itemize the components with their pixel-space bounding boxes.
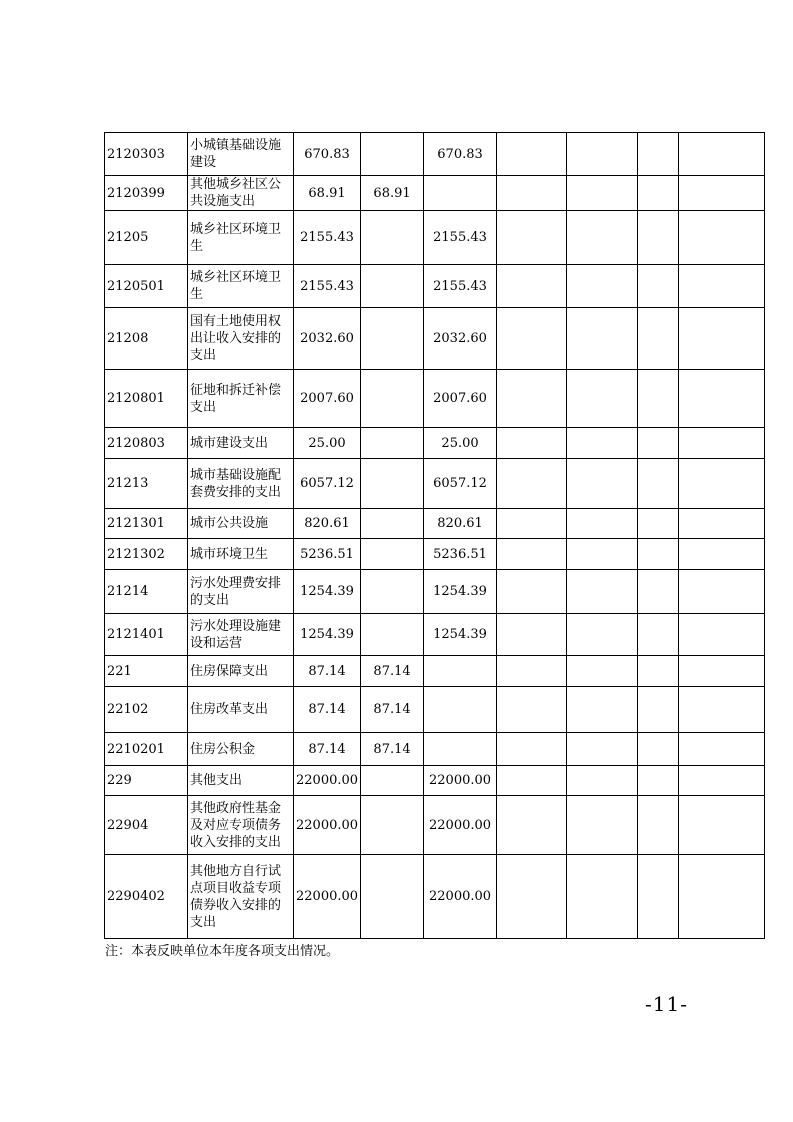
table-row	[105, 539, 765, 570]
empty-cell	[567, 733, 638, 766]
empty-cell	[679, 308, 765, 370]
basic-expenditure-cell	[361, 766, 424, 796]
empty-cell	[679, 509, 765, 539]
empty-cell	[497, 509, 567, 539]
empty-cell	[638, 265, 679, 308]
total-amount-cell: 6057.12	[294, 459, 361, 509]
subject-name-cell: 其他地方自行试点项目收益专项债券收入安排的支出	[188, 855, 294, 939]
project-expenditure-cell: 1254.39	[424, 570, 497, 614]
basic-expenditure-cell	[361, 428, 424, 459]
expenditure-table	[104, 132, 765, 939]
subject-name-cell: 住房改革支出	[188, 687, 294, 733]
total-amount-cell: 820.61	[294, 509, 361, 539]
project-expenditure-cell: 670.83	[424, 133, 497, 176]
empty-cell	[679, 459, 765, 509]
basic-expenditure-cell	[361, 211, 424, 265]
empty-cell	[567, 766, 638, 796]
empty-cell	[679, 733, 765, 766]
subject-name-cell: 污水处理费安排的支出	[188, 570, 294, 614]
subject-name-cell: 城市基础设施配套费安排的支出	[188, 459, 294, 509]
empty-cell	[497, 211, 567, 265]
empty-cell	[567, 796, 638, 855]
empty-cell	[638, 211, 679, 265]
empty-cell	[567, 211, 638, 265]
empty-cell	[679, 211, 765, 265]
subject-code-cell: 22904	[105, 796, 188, 855]
project-expenditure-cell: 25.00	[424, 428, 497, 459]
empty-cell	[679, 687, 765, 733]
table-row	[105, 509, 765, 539]
empty-cell	[679, 370, 765, 428]
subject-name-cell: 城乡社区环境卫生	[188, 211, 294, 265]
total-amount-cell: 670.83	[294, 133, 361, 176]
project-expenditure-cell	[424, 733, 497, 766]
project-expenditure-cell: 2155.43	[424, 265, 497, 308]
empty-cell	[567, 509, 638, 539]
table-row	[105, 265, 765, 308]
empty-cell	[638, 796, 679, 855]
table-row	[105, 428, 765, 459]
empty-cell	[497, 656, 567, 687]
empty-cell	[638, 428, 679, 459]
total-amount-cell: 87.14	[294, 656, 361, 687]
empty-cell	[567, 265, 638, 308]
empty-cell	[567, 176, 638, 211]
project-expenditure-cell	[424, 176, 497, 211]
total-amount-cell: 1254.39	[294, 570, 361, 614]
subject-name-cell: 住房保障支出	[188, 656, 294, 687]
subject-name-cell: 其他城乡社区公共设施支出	[188, 176, 294, 211]
subject-name-cell: 国有土地使用权出让收入安排的支出	[188, 308, 294, 370]
subject-code-cell: 2120803	[105, 428, 188, 459]
subject-name-cell: 其他政府性基金及对应专项债务收入安排的支出	[188, 796, 294, 855]
table-row	[105, 855, 765, 939]
empty-cell	[497, 687, 567, 733]
empty-cell	[679, 796, 765, 855]
empty-cell	[638, 370, 679, 428]
empty-cell	[638, 133, 679, 176]
table-row	[105, 614, 765, 656]
empty-cell	[638, 656, 679, 687]
table-row	[105, 176, 765, 211]
basic-expenditure-cell: 87.14	[361, 687, 424, 733]
subject-name-cell: 城市建设支出	[188, 428, 294, 459]
total-amount-cell: 68.91	[294, 176, 361, 211]
subject-code-cell: 2120501	[105, 265, 188, 308]
empty-cell	[567, 539, 638, 570]
empty-cell	[638, 766, 679, 796]
subject-code-cell: 21205	[105, 211, 188, 265]
total-amount-cell: 1254.39	[294, 614, 361, 656]
empty-cell	[567, 656, 638, 687]
project-expenditure-cell: 22000.00	[424, 855, 497, 939]
table-row	[105, 570, 765, 614]
empty-cell	[497, 176, 567, 211]
basic-expenditure-cell	[361, 855, 424, 939]
empty-cell	[638, 855, 679, 939]
subject-name-cell: 征地和拆迁补偿支出	[188, 370, 294, 428]
total-amount-cell: 87.14	[294, 687, 361, 733]
project-expenditure-cell: 820.61	[424, 509, 497, 539]
table-row	[105, 687, 765, 733]
subject-code-cell: 2290402	[105, 855, 188, 939]
subject-code-cell: 21213	[105, 459, 188, 509]
page-number: -11-	[645, 992, 688, 1016]
subject-code-cell: 2121401	[105, 614, 188, 656]
empty-cell	[497, 733, 567, 766]
basic-expenditure-cell	[361, 796, 424, 855]
subject-name-cell: 污水处理设施建设和运营	[188, 614, 294, 656]
total-amount-cell: 5236.51	[294, 539, 361, 570]
empty-cell	[567, 855, 638, 939]
subject-code-cell: 2120303	[105, 133, 188, 176]
empty-cell	[497, 855, 567, 939]
total-amount-cell: 22000.00	[294, 796, 361, 855]
basic-expenditure-cell	[361, 570, 424, 614]
empty-cell	[638, 614, 679, 656]
empty-cell	[567, 570, 638, 614]
total-amount-cell: 22000.00	[294, 766, 361, 796]
empty-cell	[497, 539, 567, 570]
empty-cell	[679, 265, 765, 308]
basic-expenditure-cell	[361, 539, 424, 570]
project-expenditure-cell: 22000.00	[424, 796, 497, 855]
empty-cell	[679, 766, 765, 796]
project-expenditure-cell: 2007.60	[424, 370, 497, 428]
basic-expenditure-cell: 87.14	[361, 733, 424, 766]
empty-cell	[679, 539, 765, 570]
subject-name-cell: 小城镇基础设施建设	[188, 133, 294, 176]
table-row	[105, 211, 765, 265]
empty-cell	[638, 308, 679, 370]
project-expenditure-cell: 1254.39	[424, 614, 497, 656]
empty-cell	[638, 539, 679, 570]
subject-name-cell: 城市公共设施	[188, 509, 294, 539]
subject-code-cell: 2120801	[105, 370, 188, 428]
project-expenditure-cell: 2032.60	[424, 308, 497, 370]
table-note: 注：本表反映单位本年度各项支出情况。	[105, 944, 340, 959]
basic-expenditure-cell	[361, 133, 424, 176]
empty-cell	[567, 308, 638, 370]
total-amount-cell: 2032.60	[294, 308, 361, 370]
subject-name-cell: 城市环境卫生	[188, 539, 294, 570]
table-row	[105, 733, 765, 766]
table-row	[105, 459, 765, 509]
subject-code-cell: 21214	[105, 570, 188, 614]
empty-cell	[638, 176, 679, 211]
empty-cell	[497, 265, 567, 308]
table-row	[105, 766, 765, 796]
empty-cell	[679, 428, 765, 459]
empty-cell	[638, 459, 679, 509]
empty-cell	[638, 733, 679, 766]
empty-cell	[497, 428, 567, 459]
total-amount-cell: 2155.43	[294, 211, 361, 265]
total-amount-cell: 22000.00	[294, 855, 361, 939]
project-expenditure-cell: 2155.43	[424, 211, 497, 265]
project-expenditure-cell: 6057.12	[424, 459, 497, 509]
subject-name-cell: 城乡社区环境卫生	[188, 265, 294, 308]
empty-cell	[497, 796, 567, 855]
subject-code-cell: 22102	[105, 687, 188, 733]
empty-cell	[497, 570, 567, 614]
subject-name-cell: 其他支出	[188, 766, 294, 796]
table-row	[105, 133, 765, 176]
project-expenditure-cell	[424, 687, 497, 733]
empty-cell	[679, 570, 765, 614]
project-expenditure-cell: 22000.00	[424, 766, 497, 796]
project-expenditure-cell: 5236.51	[424, 539, 497, 570]
empty-cell	[497, 308, 567, 370]
project-expenditure-cell	[424, 656, 497, 687]
table-row	[105, 370, 765, 428]
empty-cell	[567, 614, 638, 656]
basic-expenditure-cell	[361, 308, 424, 370]
subject-code-cell: 229	[105, 766, 188, 796]
empty-cell	[638, 509, 679, 539]
subject-name-cell: 住房公积金	[188, 733, 294, 766]
subject-code-cell: 2120399	[105, 176, 188, 211]
empty-cell	[497, 133, 567, 176]
basic-expenditure-cell	[361, 370, 424, 428]
empty-cell	[638, 687, 679, 733]
empty-cell	[638, 570, 679, 614]
empty-cell	[679, 855, 765, 939]
table-row	[105, 308, 765, 370]
empty-cell	[567, 459, 638, 509]
total-amount-cell: 2007.60	[294, 370, 361, 428]
table-row	[105, 796, 765, 855]
subject-code-cell: 2121301	[105, 509, 188, 539]
basic-expenditure-cell	[361, 459, 424, 509]
basic-expenditure-cell: 68.91	[361, 176, 424, 211]
table-row	[105, 656, 765, 687]
empty-cell	[567, 133, 638, 176]
total-amount-cell: 25.00	[294, 428, 361, 459]
empty-cell	[567, 370, 638, 428]
basic-expenditure-cell: 87.14	[361, 656, 424, 687]
basic-expenditure-cell	[361, 614, 424, 656]
subject-code-cell: 21208	[105, 308, 188, 370]
empty-cell	[679, 133, 765, 176]
empty-cell	[679, 656, 765, 687]
empty-cell	[679, 176, 765, 211]
empty-cell	[567, 428, 638, 459]
subject-code-cell: 2210201	[105, 733, 188, 766]
empty-cell	[567, 687, 638, 733]
basic-expenditure-cell	[361, 509, 424, 539]
empty-cell	[497, 370, 567, 428]
total-amount-cell: 87.14	[294, 733, 361, 766]
empty-cell	[497, 766, 567, 796]
basic-expenditure-cell	[361, 265, 424, 308]
total-amount-cell: 2155.43	[294, 265, 361, 308]
table-body	[105, 133, 765, 939]
empty-cell	[679, 614, 765, 656]
empty-cell	[497, 459, 567, 509]
empty-cell	[497, 614, 567, 656]
subject-code-cell: 221	[105, 656, 188, 687]
subject-code-cell: 2121302	[105, 539, 188, 570]
